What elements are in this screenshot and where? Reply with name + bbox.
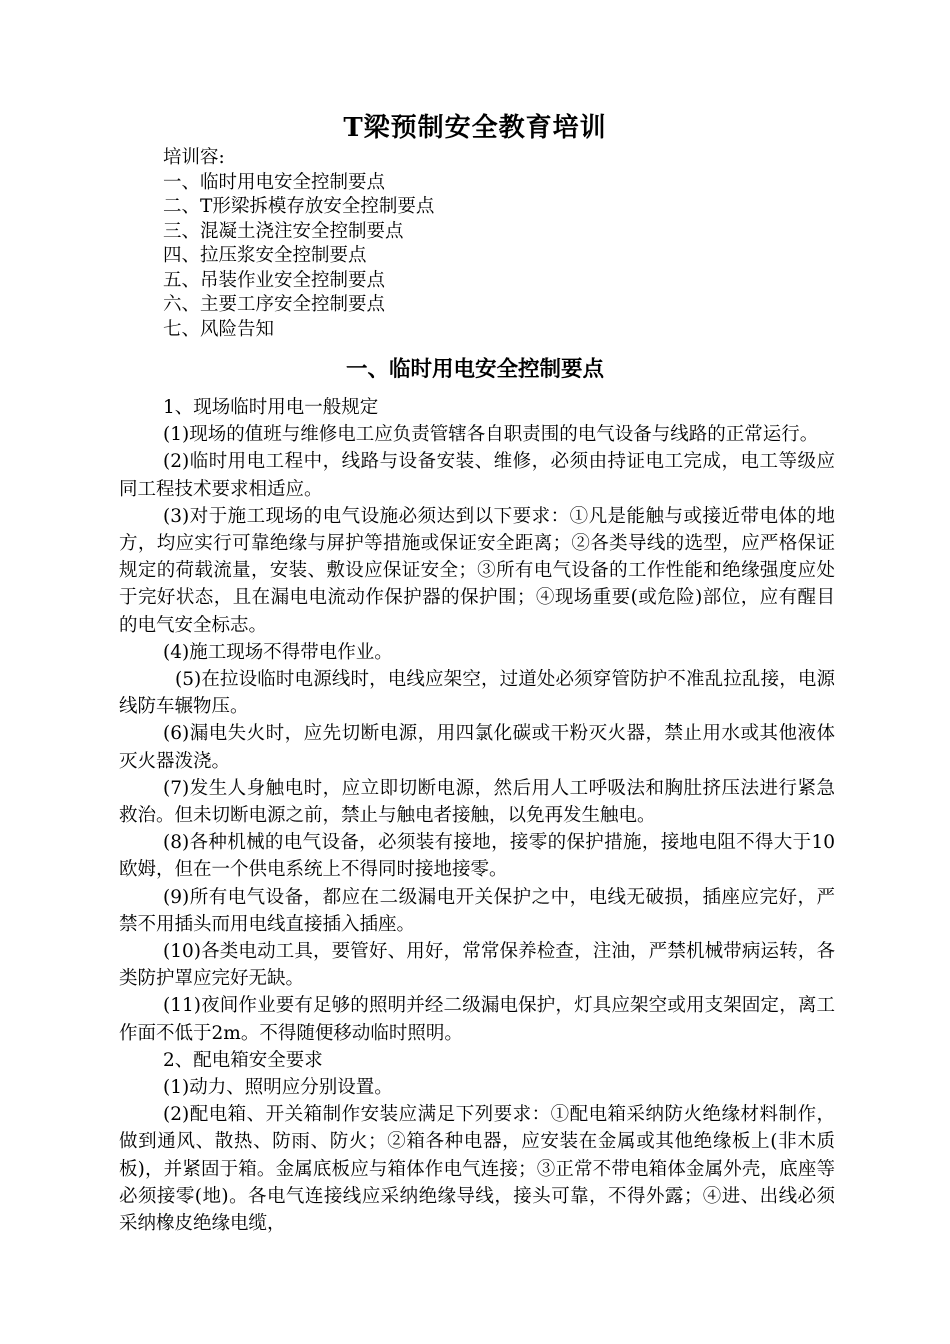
paragraph: (1)动力、照明应分别设置。: [163, 1077, 393, 1099]
paragraph: (7)发生人身触电时，应立即切断电源，然后用人工呼吸法和胸肚挤压法进行紧急救治。但未切断电源之前，禁止与触电者接触，以免再发生触电。: [119, 777, 835, 827]
paragraph: (5)在拉设临时电源线时，电线应架空，过道处必须穿管防护不准乱拉乱接，电源线防车辗物压。: [119, 669, 835, 718]
paragraph: (3)对于施工现场的电气设施必须达到以下要求：①凡是能触与或接近带电体的地方，均应实行可靠绝缘与屏护等措施或保证安全距离；②各类导线的选型，应严格保证规定的荷载流量，安装、敷设应保证安全；③所有电气设备的工作性能和绝缘强度应处于完好状态，且在漏电电流动作保护器的保护围；④现场重要(或危险)部位，应有醒目的电气安全标志。: [119, 505, 835, 636]
paragraph: (11)夜间作业要有足够的照明并经二级漏电保护，灯具应架空或用支架固定，离工作面不低于2m。不得随便移动临时照明。: [119, 995, 835, 1044]
section-heading: 一、临时用电安全控制要点: [345, 357, 604, 382]
document-title: T梁预制安全教育培训: [343, 113, 607, 143]
paragraph: (1)现场的值班与维修电工应负责管辖各自职责围的电气设备与线路的正常运行。: [163, 424, 819, 446]
paragraph: (4)施工现场不得带电作业。: [163, 641, 393, 663]
paragraph: (8)各种机械的电气设备，必须装有接地，接零的保护措施，接地电阻不得大于10欧姆，但在一个供电系统上不得同时接地接零。: [119, 832, 835, 881]
toc-heading: 培训容:: [163, 147, 225, 168]
subsection-heading: 1、现场临时用电一般规定: [163, 397, 379, 418]
toc-item: 三、混凝土浇注安全控制要点: [163, 220, 404, 242]
toc-item: 六、主要工序安全控制要点: [163, 294, 386, 315]
subsection-heading: 2、配电箱安全要求: [163, 1049, 323, 1071]
toc-item: 四、拉压浆安全控制要点: [163, 245, 367, 266]
section-body: [119, 394, 835, 1237]
paragraph: (10)各类电动工具，要管好、用好，常常保养检查，注油，严禁机械带病运转，各类防护罩应完好无缺。: [119, 941, 835, 990]
toc-item: 二、T形梁拆模存放安全控制要点: [163, 196, 435, 217]
toc-item: 五、吊装作业安全控制要点: [163, 269, 386, 291]
paragraph: (2)配电箱、开关箱制作安装应满足下列要求：①配电箱采纳防火绝缘材料制作，做到通风、散热、防雨、防火；②箱各种电器，应安装在金属或其他绝缘板上(非木质板)，并紧固于箱。金属底板应与箱体作电气连接；③正常不带电箱体金属外壳，底座等必须接零(地)。各电气连接线应采纳绝缘导线，接头可靠，不得外露；④进、出线必须采纳橡皮绝缘电缆，: [119, 1104, 835, 1235]
training-contents-list: [163, 146, 434, 342]
paragraph: (9)所有电气设备，都应在二级漏电开关保护之中，电线无破损，插座应完好，严禁不用插头而用电线直接插入插座。: [119, 886, 835, 935]
toc-item: 一、临时用电安全控制要点: [163, 171, 386, 193]
paragraph: (6)漏电失火时，应先切断电源，用四氯化碳或干粉灭火器，禁止用水或其他液体灭火器泼浇。: [119, 723, 835, 772]
paragraph: (2)临时用电工程中，线路与设备安装、维修，必须由持证电工完成，电工等级应同工程技术要求相适应。: [119, 451, 835, 500]
toc-item: 七、风险告知: [163, 318, 275, 340]
